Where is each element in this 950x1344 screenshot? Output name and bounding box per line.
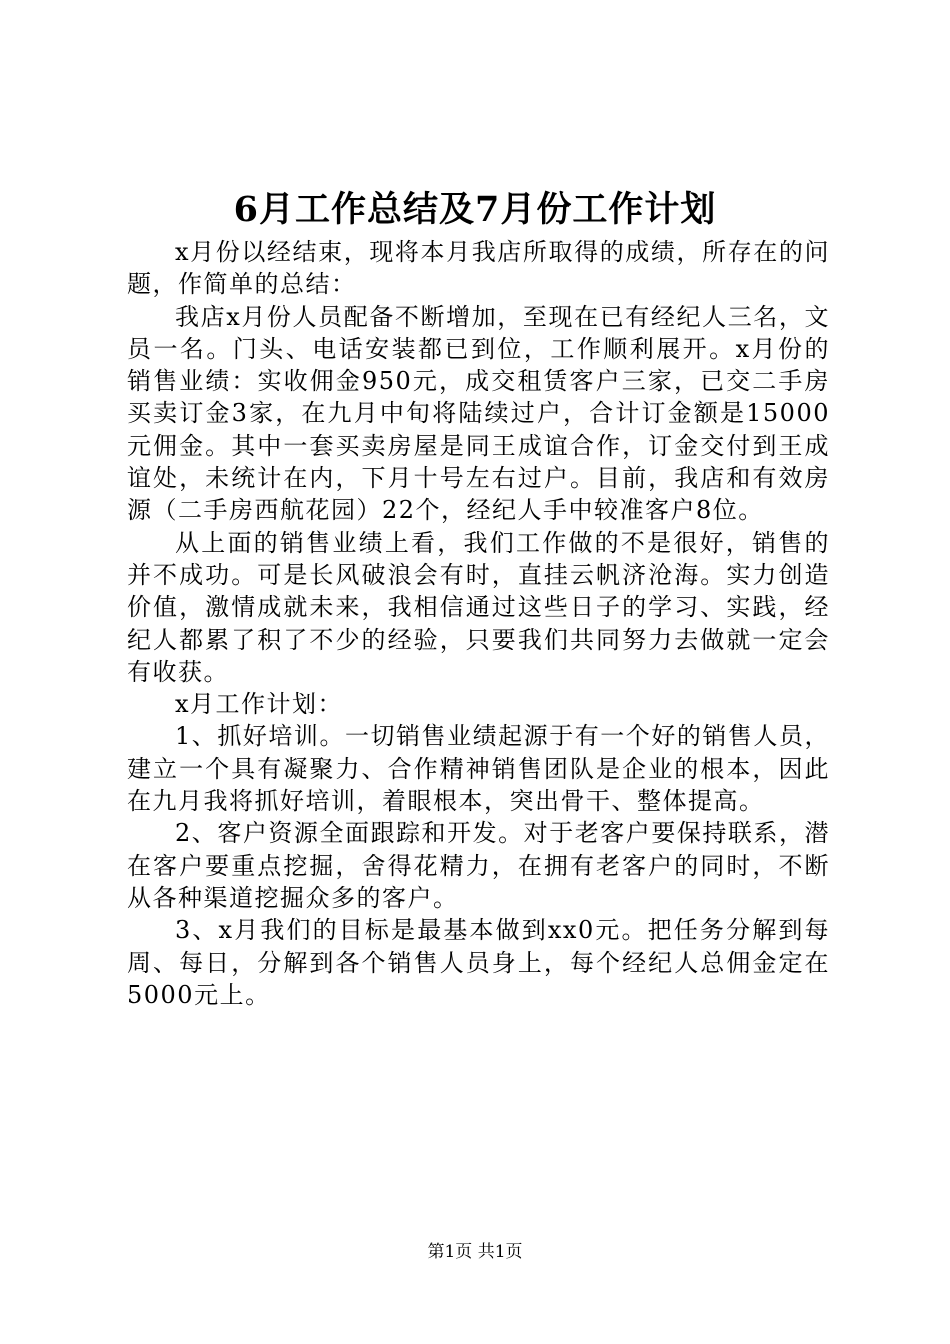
page-footer: 第1页 共1页 <box>427 1242 523 1262</box>
paragraph-sales-results: 我店x月份人员配备不断增加，至现在已有经纪人三名，文员一名。门头、电话安装都已到位，工作顺利展开。x月份的销售业绩：实收佣金950元，成交租赁客户三家，已交二手房买卖订金3家，在九月中旬将陆续过户，合计订金额是15000元佣金。其中一套买卖房屋是同王成谊合作，订金交付到王成谊处，未统计在内，下月十号左右过户。目前，我店和有效房源（二手房西航花园）22个，经纪人手中较准客户8位。 <box>127 302 830 525</box>
plan-heading: x月工作计划： <box>175 690 344 719</box>
plan-item-targets: 3、x月我们的目标是最基本做到xx0元。把任务分解到每周、每日，分解到各个销售人员身上，每个经纪人总佣金定在5000元上。 <box>127 916 830 1009</box>
document-title: 6月工作总结及7月份工作计划 <box>233 189 717 230</box>
plan-item-training: 1、抓好培训。一切销售业绩起源于有一个好的销售人员，建立一个具有凝聚力、合作精神销售团队是企业的根本，因此在九月我将抓好培训，着眼根本，突出骨干、整体提高。 <box>127 722 830 816</box>
paragraph-intro: x月份以经结束，现将本月我店所取得的成绩，所存在的问题，作简单的总结： <box>127 238 830 299</box>
paragraph-evaluation: 从上面的销售业绩上看，我们工作做的不是很好，销售的并不成功。可是长风破浪会有时，直挂云帆济沧海。实力创造价值，激情成就未来，我相信通过这些日子的学习、实践，经纪人都累了积了不少的经验，只要我们共同努力去做就一定会有收获。 <box>127 528 830 686</box>
plan-item-customers: 2、客户资源全面跟踪和开发。对于老客户要保持联系，潜在客户要重点挖掘，舍得花精力，在拥有老客户的同时，不断从各种渠道挖掘众多的客户。 <box>127 819 830 912</box>
document-body <box>127 236 830 1011</box>
